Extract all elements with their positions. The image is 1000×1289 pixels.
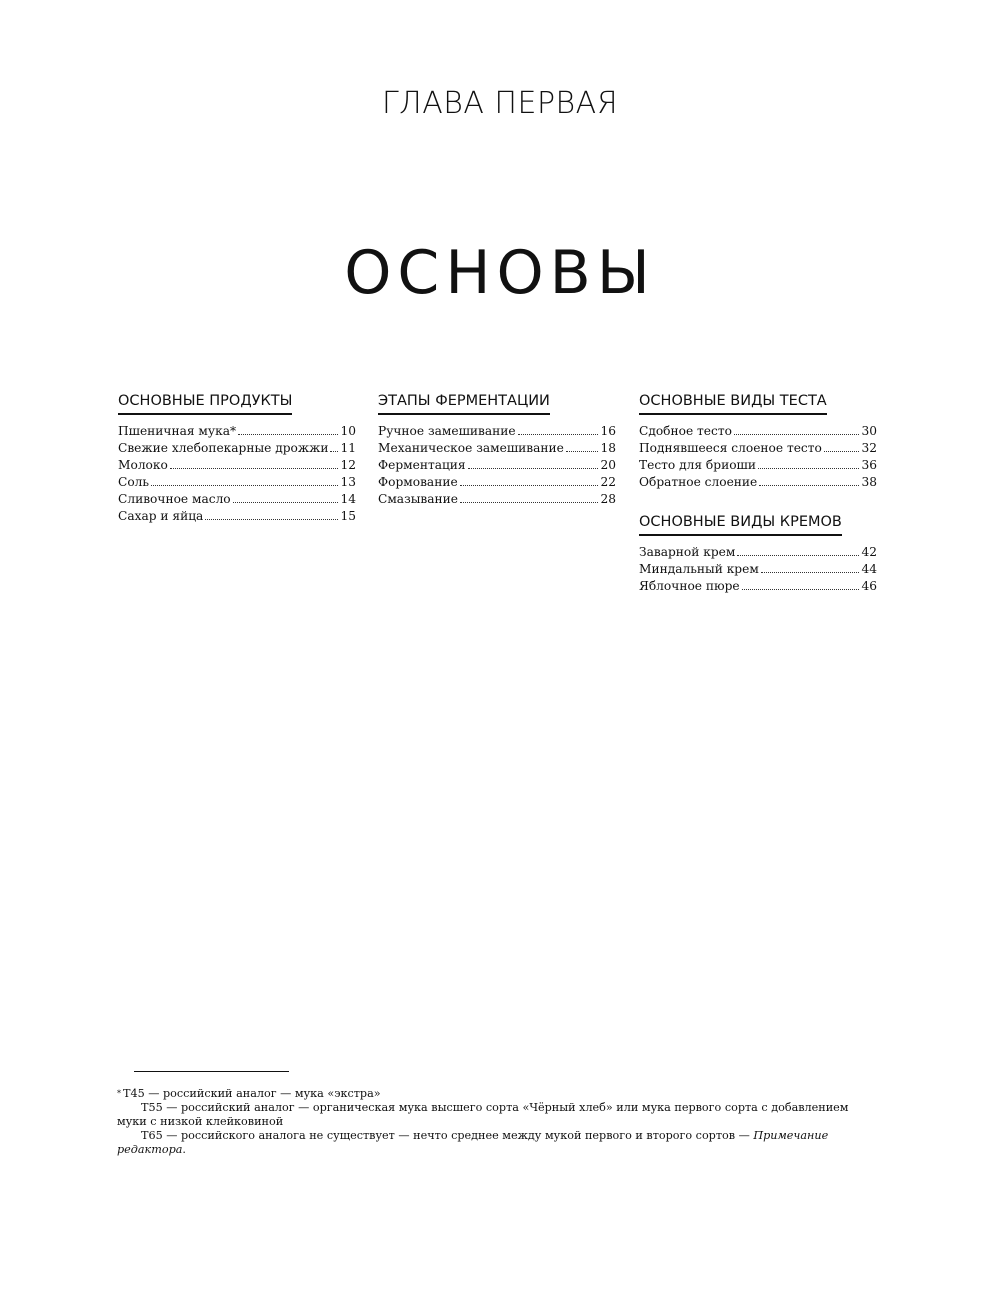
toc-entry-page: 15 [340, 509, 356, 523]
toc-entry-page: 32 [861, 441, 877, 455]
toc-entry-page: 46 [861, 579, 877, 593]
toc-entry-page: 20 [600, 458, 616, 472]
footnote-text-3: Т65 — российского аналога не существует — нечто среднее между мукой первого и второго сортов — [141, 1129, 754, 1142]
toc-entry-page: 11 [340, 441, 356, 455]
toc-entry[interactable] [118, 440, 356, 457]
toc-entry-label: Механическое замешивание [378, 441, 564, 455]
toc-entry[interactable] [639, 578, 877, 595]
toc-leader-dots [170, 468, 339, 469]
toc-leader-dots [151, 485, 338, 486]
footnote-text-1: Т45 — российский аналог — мука «экстра» [123, 1087, 381, 1100]
toc-entry-label: Смазывание [378, 492, 459, 506]
toc-entry-page: 42 [861, 545, 877, 559]
toc-entry-page: 22 [600, 475, 616, 489]
toc-entry-page: 28 [600, 492, 616, 506]
toc-section-heading: ОСНОВНЫЕ ВИДЫ ТЕСТА [639, 393, 827, 415]
toc-leader-dots [737, 555, 859, 556]
toc-entry-label: Соль [118, 475, 150, 489]
toc-leader-dots [460, 485, 599, 486]
toc-entry[interactable] [118, 457, 356, 474]
toc-entry[interactable] [639, 544, 877, 561]
toc-entry-label: Свежие хлебопекарные дрожжи [118, 441, 329, 455]
toc-entry[interactable] [118, 508, 356, 525]
toc-entry-page: 16 [600, 424, 616, 438]
toc-section [639, 390, 877, 491]
toc-entry-page: 30 [861, 424, 877, 438]
toc-entry-label: Пшеничная мука* [118, 424, 237, 438]
toc-entry-page: 18 [600, 441, 616, 455]
toc-entry-label: Обратное слоение [639, 475, 758, 489]
footnote-marker: * [117, 1089, 121, 1098]
toc-section-heading: ОСНОВНЫЕ ПРОДУКТЫ [118, 393, 292, 415]
footnote-divider [134, 1071, 289, 1072]
toc-entry[interactable] [639, 561, 877, 578]
toc-entry-page: 13 [340, 475, 356, 489]
toc-entry-label: Молоко [118, 458, 168, 472]
toc-entry[interactable] [118, 491, 356, 508]
toc-entry-page: 12 [340, 458, 356, 472]
toc-leader-dots [468, 468, 599, 469]
toc-entry[interactable] [639, 474, 877, 491]
toc-column [118, 390, 356, 545]
toc-entry-page: 44 [861, 562, 877, 576]
toc-leader-dots [758, 468, 860, 469]
toc-entry-label: Поднявшееся слоеное тесто [639, 441, 822, 455]
toc-leader-dots [734, 434, 860, 435]
toc-entry[interactable] [118, 474, 356, 491]
footnote-line-2: Т55 — российский аналог — органическая мука высшего сорта «Чёрный хлеб» или мука первого сорта с добавлением муки с низкой клейковиной [117, 1101, 849, 1128]
toc-leader-dots [566, 451, 599, 452]
toc-entry-page: 38 [861, 475, 877, 489]
toc-entry-label: Сливочное масло [118, 492, 231, 506]
toc-entry-page: 10 [340, 424, 356, 438]
footnotes [117, 1087, 877, 1157]
toc-entry-label: Миндальный крем [639, 562, 759, 576]
toc-section [118, 390, 356, 525]
chapter-title: ОСНОВЫ [344, 238, 656, 308]
toc-entry-page: 36 [861, 458, 877, 472]
toc-entry[interactable] [639, 440, 877, 457]
footnote-line-1 [117, 1087, 877, 1101]
toc-leader-dots [761, 572, 860, 573]
toc-entry[interactable] [378, 440, 616, 457]
toc-entry-label: Ферментация [378, 458, 466, 472]
toc-entry-label: Яблочное пюре [639, 579, 740, 593]
toc-entry[interactable] [378, 474, 616, 491]
toc-leader-dots [759, 485, 859, 486]
toc-entry[interactable] [378, 491, 616, 508]
editor-note: Примечание редактора [117, 1129, 829, 1156]
toc-leader-dots [233, 502, 339, 503]
toc-section-heading: ЭТАПЫ ФЕРМЕНТАЦИИ [378, 393, 550, 415]
toc-leader-dots [742, 589, 860, 590]
toc-section [639, 511, 877, 595]
toc-leader-dots [460, 502, 598, 503]
toc-entry-label: Ручное замешивание [378, 424, 516, 438]
toc-leader-dots [205, 519, 338, 520]
toc-column [378, 390, 616, 528]
toc-entry-label: Сдобное тесто [639, 424, 732, 438]
toc-entry[interactable] [378, 423, 616, 440]
toc-entry[interactable] [378, 457, 616, 474]
toc-column [639, 390, 877, 615]
toc-leader-dots [238, 434, 338, 435]
toc-entry-label: Заварной крем [639, 545, 736, 559]
toc-section [378, 390, 616, 508]
toc-entry[interactable] [118, 423, 356, 440]
footnote-end: . [182, 1143, 186, 1156]
toc-entry-label: Формование [378, 475, 458, 489]
toc-leader-dots [824, 451, 860, 452]
toc-entry-label: Тесто для бриоши [639, 458, 756, 472]
toc-entry-label: Сахар и яйца [118, 509, 204, 523]
toc-leader-dots [518, 434, 599, 435]
toc-entry[interactable] [639, 457, 877, 474]
toc-section-heading: ОСНОВНЫЕ ВИДЫ КРЕМОВ [639, 514, 842, 536]
chapter-label: ГЛАВА ПЕРВАЯ [381, 86, 619, 121]
toc-entry[interactable] [639, 423, 877, 440]
footnote-line-3 [117, 1129, 877, 1157]
toc-entry-page: 14 [340, 492, 356, 506]
toc-leader-dots [330, 451, 338, 452]
